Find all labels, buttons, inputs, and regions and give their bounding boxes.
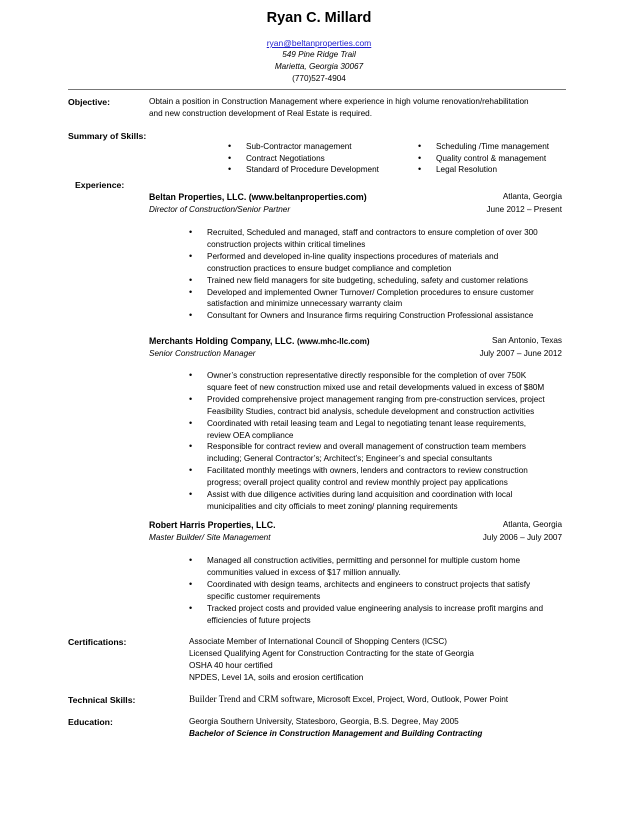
bullet-item: • Provided comprehensive project management ranging from pre-construction services, project Feasibility Studies, contract bid analysis, schedule development and construction activities bbox=[189, 394, 569, 418]
objective-line-1: Obtain a position in Construction Management where experience in high volume renovation/rehabilitation bbox=[149, 97, 529, 106]
skill-item: • Quality control & management bbox=[418, 153, 549, 165]
job-dates: June 2012 – Present bbox=[486, 205, 562, 214]
bullet-item: • Owner’s construction representative directly responsible for the completion of over 750K square feet of new construction mixed use and retail developments valued in excess of $80M bbox=[189, 370, 569, 394]
bullet-item: • Performed and developed in-line quality inspections procedures of materials and construction practices to ensure budget compliance and completion bbox=[189, 251, 569, 275]
skill-item: • Standard of Procedure Development bbox=[228, 164, 379, 176]
phone-number: (770)527-4904 bbox=[292, 74, 346, 83]
education-degree: Bachelor of Science in Construction Management and Building Contracting bbox=[189, 729, 483, 738]
job-bullets bbox=[189, 227, 569, 322]
job-company: Beltan Properties, LLC. (www.beltanproperties.com) bbox=[149, 192, 367, 202]
job-bullets bbox=[189, 555, 569, 626]
certification-item: Licensed Qualifying Agent for Construction Contracting for the state of Georgia bbox=[189, 649, 474, 658]
job-dates: July 2006 – July 2007 bbox=[482, 533, 562, 542]
bullet-item: • Recruited, Scheduled and managed, staff and contractors to ensure completion of over 300 construction projects within critical timelines bbox=[189, 227, 569, 251]
job-location: San Antonio, Texas bbox=[492, 336, 562, 345]
job-dates: July 2007 – June 2012 bbox=[479, 349, 562, 358]
bullet-item: • Consultant for Owners and Insurance firms requiring Construction Professional assistance bbox=[189, 310, 569, 322]
job-bullets bbox=[189, 370, 569, 513]
bullet-item: • Facilitated monthly meetings with owners, lenders and contractors to review construction progress; overall project quality control and review monthly project pay applications bbox=[189, 465, 569, 489]
bullet-item: • Developed and implemented Owner Turnover/ Completion procedures to ensure customer satisfaction and minimize unnecessary warranty claim bbox=[189, 287, 569, 311]
certifications-label: Certifications: bbox=[68, 637, 127, 647]
certification-item: OSHA 40 hour certified bbox=[189, 661, 273, 670]
skills-label: Summary of Skills: bbox=[68, 131, 147, 141]
candidate-name: Ryan C. Millard bbox=[266, 10, 372, 26]
job-company: Merchants Holding Company, LLC. (www.mhc-llc.com) bbox=[149, 336, 370, 346]
bullet-item: • Tracked project costs and provided value engineering analysis to increase profit margins and efficiencies of future projects bbox=[189, 603, 569, 627]
technical-skills-text: Builder Trend and CRM software, Microsoft Excel, Project, Word, Outlook, Power Point bbox=[189, 694, 509, 704]
education-school: Georgia Southern University, Statesboro, Georgia, B.S. Degree, May 2005 bbox=[189, 717, 459, 726]
bullet-item: • Coordinated with retail leasing team and Legal to negotiating tenant lease requirements, review OEA compliance bbox=[189, 418, 569, 442]
skill-item: • Sub-Contractor management bbox=[228, 141, 379, 153]
objective-line-2: and new construction development of Real Estate is required. bbox=[149, 109, 373, 118]
job-company-url: (www.mhc-llc.com) bbox=[296, 337, 370, 346]
skills-column-2 bbox=[418, 141, 549, 176]
certification-item: Associate Member of International Council of Shopping Centers (ICSC) bbox=[189, 637, 448, 646]
job-title: Senior Construction Manager bbox=[149, 349, 256, 358]
objective-label: Objective: bbox=[68, 97, 111, 107]
job-location: Atlanta, Georgia bbox=[502, 520, 562, 529]
bullet-item: • Responsible for contract review and overall management of construction team members including; General Contractor’s; Architect’s; Engineer’s and special consultants bbox=[189, 441, 569, 465]
bullet-item: • Trained new field managers for site budgeting, scheduling, safety and customer relations bbox=[189, 275, 569, 287]
skill-item: • Contract Negotiations bbox=[228, 153, 379, 165]
bullet-item: • Coordinated with design teams, architects and engineers to construct projects that satisfy specific customer requirements bbox=[189, 579, 569, 603]
skill-item: • Legal Resolution bbox=[418, 164, 549, 176]
header-divider bbox=[68, 89, 566, 90]
technical-skills-label: Technical Skills: bbox=[68, 695, 136, 705]
job-company: Robert Harris Properties, LLC. bbox=[149, 520, 276, 530]
job-location: Atlanta, Georgia bbox=[502, 192, 562, 201]
bullet-item: • Assist with due diligence activities during land acquisition and coordination with local municipalities and city officials to meet zoning/ planning requirements bbox=[189, 489, 569, 513]
certification-item: NPDES, Level 1A, soils and erosion certification bbox=[189, 673, 364, 682]
email-link[interactable]: ryan@beltanproperties.com bbox=[266, 38, 372, 48]
skill-item: • Scheduling /Time management bbox=[418, 141, 549, 153]
education-label: Education: bbox=[68, 717, 113, 727]
job-title: Master Builder/ Site Management bbox=[149, 533, 271, 542]
skills-column-1 bbox=[228, 141, 379, 176]
bullet-item: • Managed all construction activities, permitting and personnel for multiple custom home communities valued in excess of $17 million annually. bbox=[189, 555, 569, 579]
city-address: Marietta, Georgia 30067 bbox=[274, 62, 364, 71]
street-address: 549 Pine Ridge Trail bbox=[282, 50, 356, 59]
job-title: Director of Construction/Senior Partner bbox=[149, 205, 291, 214]
experience-label: Experience: bbox=[75, 180, 125, 190]
